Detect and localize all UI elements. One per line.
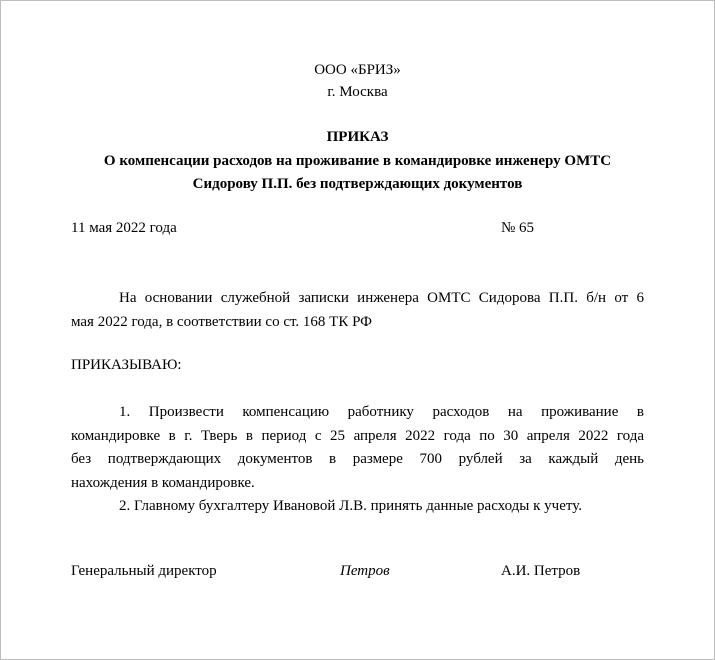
city: г. Москва [327, 84, 388, 100]
item-1-paragraph [71, 401, 644, 519]
signature-position: Генеральный директор [71, 563, 217, 579]
subject-line-1: О компенсации расходов на проживание в командировке инженеру ОМТС [103, 153, 612, 169]
item-2: 2. Главному бухгалтеру Ивановой Л.В. принять данные расходы к учету. [119, 498, 582, 514]
document-number: № 65 [501, 220, 535, 236]
order-word: ПРИКАЗЫВАЮ: [71, 357, 182, 373]
item-1-line-1: 1. Произвести компенсацию работнику расходов на проживание в [119, 404, 644, 420]
basis-paragraph [71, 287, 644, 334]
subject-line-2: Сидорову П.П. без подтверждающих документов [192, 176, 523, 192]
document-heading: ПРИКАЗ [326, 129, 389, 145]
basis-line-1: На основании служебной записки инженера ОМТС Сидорова П.П. б/н от 6 [119, 290, 644, 306]
signatory-name: А.И. Петров [501, 563, 581, 579]
basis-line-2: мая 2022 года, в соответствии со ст. 168 ТК РФ [71, 313, 373, 330]
item-1-line-4: нахождения в командировке. [71, 474, 255, 491]
organization-name: ООО «БРИЗ» [314, 62, 401, 78]
signature-handwritten: Петров [340, 563, 390, 579]
item-1-line-2: командировке в г. Тверь в период с 25 апреля 2022 года по 30 апреля 2022 года [71, 427, 644, 444]
document-date: 11 мая 2022 года [71, 220, 177, 236]
item-1-line-3: без подтверждающих документов в размере 700 рублей за каждый день [71, 451, 644, 467]
